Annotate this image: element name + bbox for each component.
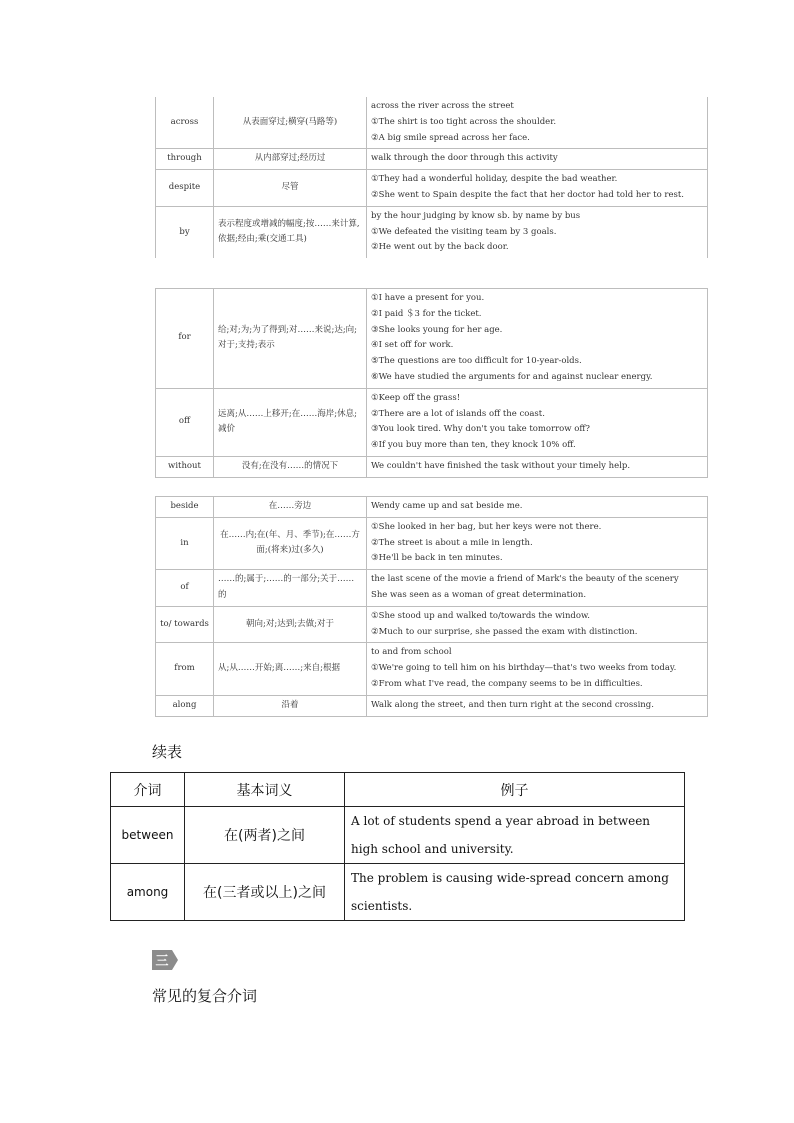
table-row: [156, 606, 708, 643]
example-line: ①She looked in her bag, but her keys were not there.: [371, 521, 602, 532]
preposition-cell: in: [156, 517, 214, 569]
preposition-cell: between: [111, 807, 185, 864]
meaning-cell: 没有;在没有……的情况下: [214, 456, 367, 477]
example-line: ③You look tired. Why don't you take tomorrow off?: [371, 424, 590, 435]
meaning-cell: ……的;属于;……的一部分;关于……的: [214, 570, 367, 607]
meaning-cell: 远离;从……上移开;在……海岸;休息;减价: [214, 388, 367, 456]
example-cell: [367, 570, 708, 607]
example-line: ②Much to our surprise, she passed the exam with distinction.: [371, 626, 638, 637]
example-cell: [367, 643, 708, 695]
example-line: Wendy came up and sat beside me.: [371, 501, 523, 511]
example-cell: [367, 497, 708, 518]
example-line: Walk along the street, and then turn right at the second crossing.: [371, 699, 654, 710]
example-line: ②From what I've read, the company seems to be in difficulties.: [371, 678, 643, 689]
example-line: ②The street is about a mile in length.: [371, 537, 533, 548]
example-line: by the hour judging by know sb. by name by bus: [371, 210, 581, 221]
meaning-cell: 给;对;为;为了得到;对……来说;达;向;对于;支持;表示: [214, 289, 367, 389]
meaning-cell: 尽管: [214, 170, 367, 207]
table-row: [156, 388, 708, 456]
section-number: 三: [155, 954, 169, 969]
example-cell: [367, 388, 708, 456]
section-number-badge: [152, 950, 178, 970]
table-row: [156, 517, 708, 569]
continued-table: [110, 772, 685, 921]
preposition-cell: off: [156, 388, 214, 456]
example-line: ②I paid ＄3 for the ticket.: [371, 308, 482, 319]
table-row: [111, 807, 685, 864]
table-row: [156, 206, 708, 258]
preposition-cell: of: [156, 570, 214, 607]
table-row: [156, 456, 708, 477]
example-cell: [367, 695, 708, 716]
preposition-cell: through: [156, 149, 214, 170]
prep-table-2: [155, 288, 708, 478]
example-line: ⑤The questions are too difficult for 10-year-olds.: [371, 356, 582, 367]
example-cell: [367, 97, 708, 149]
prep-table-1: [155, 97, 708, 258]
prep-table-3: [155, 496, 708, 717]
section-title: 常见的复合介词: [152, 987, 258, 1005]
example-line: ①She stood up and walked to/towards the window.: [371, 610, 590, 621]
meaning-cell: 在(三者或以上)之间: [185, 864, 345, 921]
example-line: ⑥We have studied the arguments for and against nuclear energy.: [371, 371, 653, 382]
example-cell: [367, 517, 708, 569]
table-row: [156, 497, 708, 518]
example-line: ①They had a wonderful holiday, despite the bad weather.: [371, 174, 618, 185]
meaning-cell: 从表面穿过;横穿(马路等): [214, 97, 367, 149]
example-line: ④I set off for work.: [371, 340, 454, 351]
example-line: ①The shirt is too tight across the shoulder.: [371, 116, 557, 127]
example-line: ①We defeated the visiting team by 3 goals.: [371, 226, 557, 237]
example-line: ②There are a lot of islands off the coast.: [371, 408, 545, 419]
preposition-cell: by: [156, 206, 214, 258]
example-cell: [367, 606, 708, 643]
example-line: ③She looks young for her age.: [371, 324, 503, 335]
preposition-cell: to/ towards: [156, 606, 214, 643]
table-row: [156, 97, 708, 149]
meaning-cell: 从内部穿过;经历过: [214, 149, 367, 170]
table-header-row: [111, 773, 685, 807]
meaning-cell: 在(两者)之间: [185, 807, 345, 864]
example-cell: [367, 149, 708, 170]
table-row: [156, 695, 708, 716]
example-line: ①Keep off the grass!: [371, 392, 461, 403]
example-cell: A lot of students spend a year abroad in between high school and university.: [345, 807, 685, 864]
example-line: ②He went out by the back door.: [371, 242, 509, 253]
preposition-cell: without: [156, 456, 214, 477]
preposition-cell: for: [156, 289, 214, 389]
continued-label: 续表: [152, 743, 183, 761]
example-line: to and from school: [371, 647, 452, 658]
example-line: walk through the door through this activity: [371, 153, 558, 164]
example-line: the last scene of the movie a friend of Mark's the beauty of the scenery: [371, 574, 679, 585]
example-cell: [367, 170, 708, 207]
example-line: She was seen as a woman of great determination.: [371, 589, 587, 600]
example-cell: [367, 456, 708, 477]
meaning-cell: 从;从……开始;离……;来自;根据: [214, 643, 367, 695]
example-line: ①We're going to tell him on his birthday—that's two weeks from today.: [371, 663, 677, 674]
example-line: ①I have a present for you.: [371, 293, 485, 303]
example-line: We couldn't have finished the task without your timely help.: [371, 460, 631, 471]
preposition-cell: along: [156, 695, 214, 716]
example-cell: [367, 289, 708, 389]
meaning-cell: 在……旁边: [214, 497, 367, 518]
example-line: ④If you buy more than ten, they knock 10% off.: [371, 440, 576, 451]
meaning-cell: 表示程度或增减的幅度;按……来计算,依据;经由;乘(交通工具): [214, 206, 367, 258]
table-row: [156, 170, 708, 207]
table-row: [111, 864, 685, 921]
preposition-cell: from: [156, 643, 214, 695]
example-cell: The problem is causing wide-spread concern among scientists.: [345, 864, 685, 921]
meaning-cell: 沿着: [214, 695, 367, 716]
example-line: ②She went to Spain despite the fact that her doctor had told her to rest.: [371, 189, 684, 200]
preposition-cell: across: [156, 97, 214, 149]
table-row: [156, 643, 708, 695]
table-row: [156, 570, 708, 607]
example-line: ③He'll be back in ten minutes.: [371, 553, 503, 564]
table-row: [156, 289, 708, 389]
preposition-cell: despite: [156, 170, 214, 207]
meaning-cell: 在……内;在(年、月、季节);在……方面;(将来)过(多久): [214, 517, 367, 569]
header-example: 例子: [345, 773, 685, 807]
example-cell: [367, 206, 708, 258]
table-row: [156, 149, 708, 170]
preposition-cell: beside: [156, 497, 214, 518]
example-line: across the river across the street: [371, 101, 514, 111]
preposition-cell: among: [111, 864, 185, 921]
meaning-cell: 朝向;对;达到;去做;对于: [214, 606, 367, 643]
example-line: ②A big smile spread across her face.: [371, 132, 530, 143]
header-preposition: 介词: [111, 773, 185, 807]
header-meaning: 基本词义: [185, 773, 345, 807]
